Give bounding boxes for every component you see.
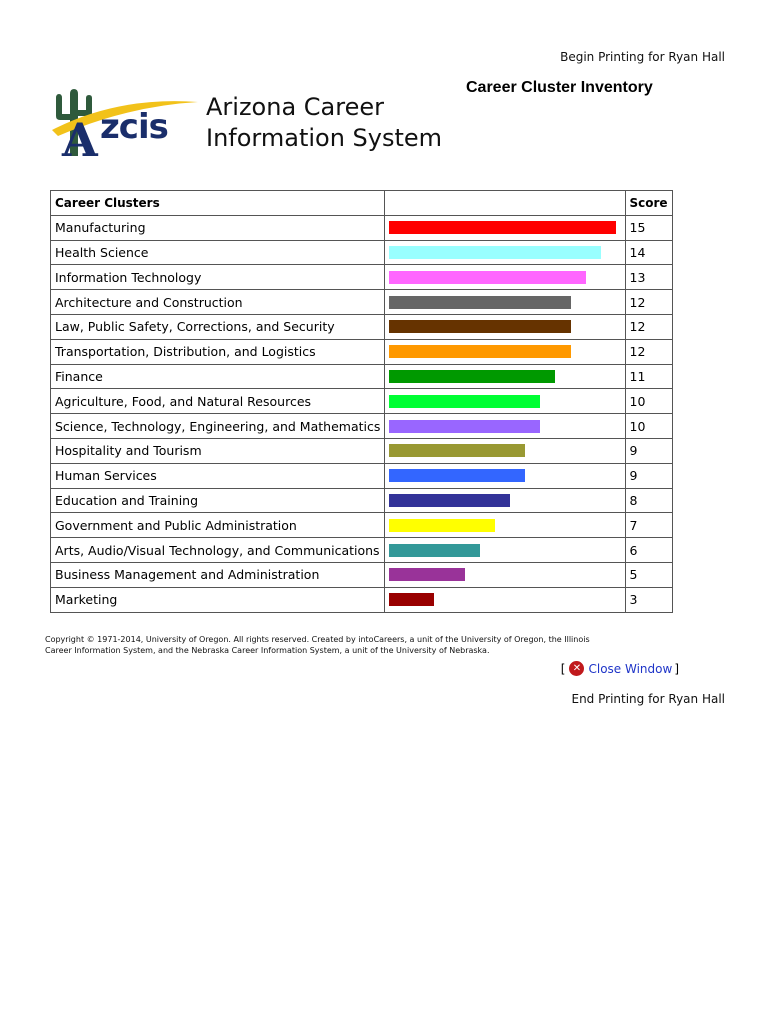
score-bar	[389, 320, 571, 333]
bar-cell	[385, 240, 625, 265]
score-bar	[389, 246, 601, 259]
bar-cell	[385, 290, 625, 315]
table-row	[51, 314, 673, 339]
score-bar	[389, 519, 495, 532]
table-row	[51, 488, 673, 513]
cluster-name: Manufacturing	[51, 215, 385, 240]
cluster-name: Transportation, Distribution, and Logistics	[51, 339, 385, 364]
bar-cell	[385, 215, 625, 240]
end-printing-text: End Printing for Ryan Hall	[571, 692, 725, 706]
table-header-row	[51, 191, 673, 216]
bar-cell	[385, 265, 625, 290]
score-value: 9	[625, 463, 673, 488]
table-row	[51, 438, 673, 463]
score-value: 9	[625, 438, 673, 463]
career-cluster-table	[50, 190, 673, 613]
bar-cell	[385, 488, 625, 513]
score-bar	[389, 345, 571, 358]
score-bar	[389, 469, 525, 482]
copyright-notice	[45, 634, 685, 656]
table-row	[51, 215, 673, 240]
score-bar	[389, 395, 540, 408]
bar-cell	[385, 438, 625, 463]
bar-cell	[385, 513, 625, 538]
copyright-line-1: Copyright © 1971-2014, University of Oregon. All rights reserved. Created by intoCareers, a unit of the University of Oregon, the Illinois	[45, 635, 590, 644]
bar-cell	[385, 314, 625, 339]
bar-cell	[385, 538, 625, 563]
bar-cell	[385, 364, 625, 389]
score-value: 5	[625, 562, 673, 587]
table-row	[51, 463, 673, 488]
score-value: 8	[625, 488, 673, 513]
cactus-logo-icon	[48, 86, 208, 160]
table-row	[51, 414, 673, 439]
bar-cell	[385, 339, 625, 364]
cluster-name: Human Services	[51, 463, 385, 488]
score-value: 11	[625, 364, 673, 389]
column-header-bar	[385, 191, 625, 216]
bracket-close: ]	[674, 661, 679, 676]
page-title: Career Cluster Inventory	[466, 79, 653, 96]
score-value: 10	[625, 389, 673, 414]
cluster-name: Architecture and Construction	[51, 290, 385, 315]
score-value: 3	[625, 587, 673, 612]
copyright-line-2: Career Information System, and the Nebraska Career Information System, a unit of the University of Nebraska.	[45, 646, 490, 655]
logo-line-2: Information System	[206, 124, 443, 152]
cluster-name: Marketing	[51, 587, 385, 612]
close-window-row	[561, 661, 679, 676]
bracket-open: [	[560, 661, 566, 676]
score-value: 12	[625, 290, 673, 315]
close-window-link[interactable]: Close Window	[588, 661, 673, 676]
bar-cell	[385, 562, 625, 587]
score-value: 14	[625, 240, 673, 265]
score-bar	[389, 420, 540, 433]
score-value: 12	[625, 339, 673, 364]
bar-cell	[385, 389, 625, 414]
cluster-name: Education and Training	[51, 488, 385, 513]
svg-text:zcis: zcis	[100, 107, 168, 147]
cluster-name: Science, Technology, Engineering, and Mathematics	[51, 414, 385, 439]
cluster-name: Finance	[51, 364, 385, 389]
table-body	[51, 215, 673, 612]
cluster-name: Arts, Audio/Visual Technology, and Communications	[51, 538, 385, 563]
table-row	[51, 562, 673, 587]
begin-printing-text: Begin Printing for Ryan Hall	[560, 50, 725, 64]
score-value: 6	[625, 538, 673, 563]
score-bar	[389, 568, 465, 581]
score-bar	[389, 271, 586, 284]
table-row	[51, 538, 673, 563]
column-header-clusters: Career Clusters	[51, 191, 385, 216]
cluster-name: Business Management and Administration	[51, 562, 385, 587]
table-row	[51, 339, 673, 364]
cluster-name: Law, Public Safety, Corrections, and Security	[51, 314, 385, 339]
score-value: 12	[625, 314, 673, 339]
score-value: 10	[625, 414, 673, 439]
cluster-name: Agriculture, Food, and Natural Resources	[51, 389, 385, 414]
score-value: 15	[625, 215, 673, 240]
table-row	[51, 290, 673, 315]
score-bar	[389, 494, 510, 507]
close-icon[interactable]: ✕	[569, 661, 584, 676]
azcis-logo	[48, 86, 468, 160]
score-bar	[389, 296, 571, 309]
svg-text:A: A	[62, 113, 98, 160]
score-bar	[389, 444, 525, 457]
bar-cell	[385, 463, 625, 488]
cluster-name: Government and Public Administration	[51, 513, 385, 538]
score-bar	[389, 593, 434, 606]
score-bar	[389, 370, 555, 383]
table-row	[51, 240, 673, 265]
bar-cell	[385, 587, 625, 612]
score-value: 13	[625, 265, 673, 290]
table-row	[51, 587, 673, 612]
score-bar	[389, 221, 616, 234]
table-row	[51, 265, 673, 290]
table-row	[51, 364, 673, 389]
bar-cell	[385, 414, 625, 439]
table-row	[51, 513, 673, 538]
cluster-name: Information Technology	[51, 265, 385, 290]
column-header-score: Score	[625, 191, 673, 216]
cluster-name: Health Science	[51, 240, 385, 265]
score-bar	[389, 544, 480, 557]
table-row	[51, 389, 673, 414]
logo-line-1: Arizona Career	[206, 93, 384, 121]
cluster-name: Hospitality and Tourism	[51, 438, 385, 463]
score-value: 7	[625, 513, 673, 538]
